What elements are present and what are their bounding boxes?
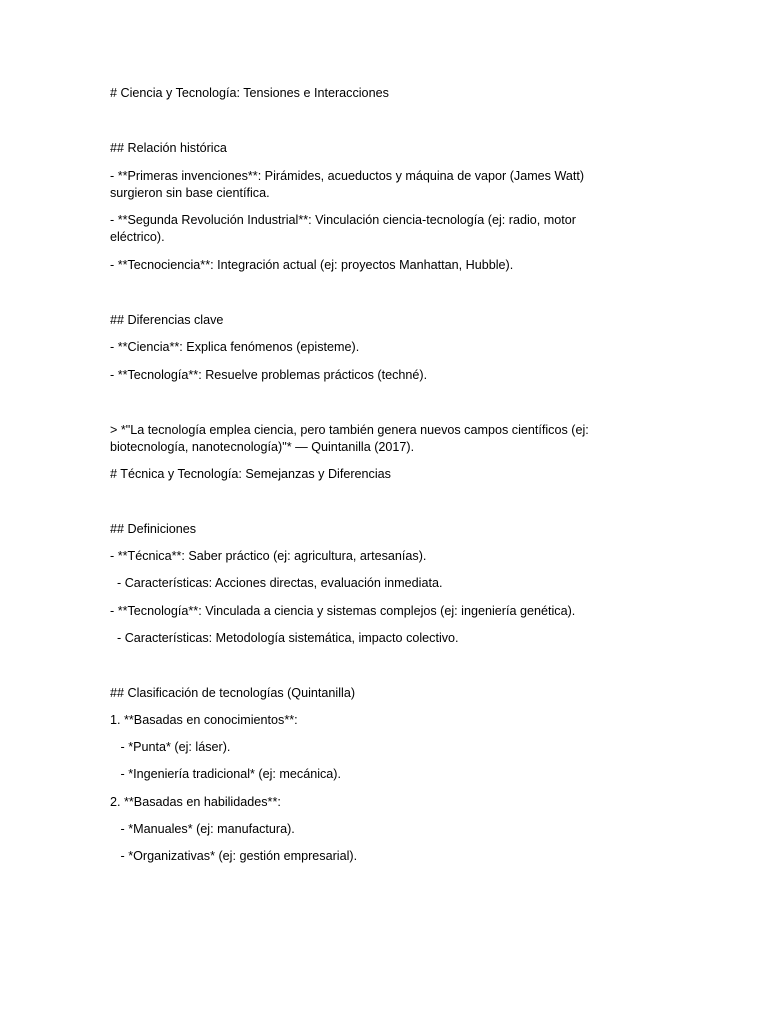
text-line: - Características: Acciones directas, evaluación inmediata. — [110, 576, 443, 590]
quote-line: > *"La tecnología emplea ciencia, pero también genera nuevos campos científicos (ej: — [110, 423, 589, 437]
list-item: - *Organizativas* (ej: gestión empresarial). — [110, 849, 358, 863]
list-item: - *Ingeniería tradicional* (ej: mecánica). — [110, 767, 341, 781]
list-item: - *Manuales* (ej: manufactura). — [110, 822, 295, 836]
text-line: - **Técnica**: Saber práctico (ej: agricultura, artesanías). — [110, 549, 427, 563]
text-line: - **Tecnología**: Vinculada a ciencia y sistemas complejos (ej: ingeniería genética). — [110, 604, 576, 618]
text-line: - **Tecnología**: Resuelve problemas prácticos (techné). — [110, 368, 428, 382]
subheading-diferencias-clave: ## Diferencias clave — [110, 313, 224, 327]
text-line: - Características: Metodología sistemática, impacto colectivo. — [110, 631, 459, 645]
subheading-clasificacion: ## Clasificación de tecnologías (Quintanilla) — [110, 686, 356, 700]
list-item: 2. **Basadas en habilidades**: — [110, 795, 281, 809]
subheading-definiciones: ## Definiciones — [110, 522, 197, 536]
list-item: 1. **Basadas en conocimientos**: — [110, 713, 298, 727]
text-line: - **Ciencia**: Explica fenómenos (episteme). — [110, 340, 360, 354]
subheading-relacion-historica: ## Relación histórica — [110, 141, 227, 155]
text-line: - **Segunda Revolución Industrial**: Vinculación ciencia-tecnología (ej: radio, motor — [110, 213, 576, 227]
list-item: - *Punta* (ej: láser). — [110, 740, 231, 754]
text-line: eléctrico). — [110, 230, 165, 244]
heading-ciencia-tecnologia: # Ciencia y Tecnología: Tensiones e Interacciones — [110, 86, 389, 100]
text-line: - **Primeras invenciones**: Pirámides, acueductos y máquina de vapor (James Watt) — [110, 169, 585, 183]
text-line: - **Tecnociencia**: Integración actual (ej: proyectos Manhattan, Hubble). — [110, 258, 514, 272]
text-line: surgieron sin base científica. — [110, 186, 270, 200]
quote-line: biotecnología, nanotecnología)"* — Quintanilla (2017). — [110, 440, 415, 454]
heading-tecnica-tecnologia: # Técnica y Tecnología: Semejanzas y Diferencias — [110, 467, 391, 481]
